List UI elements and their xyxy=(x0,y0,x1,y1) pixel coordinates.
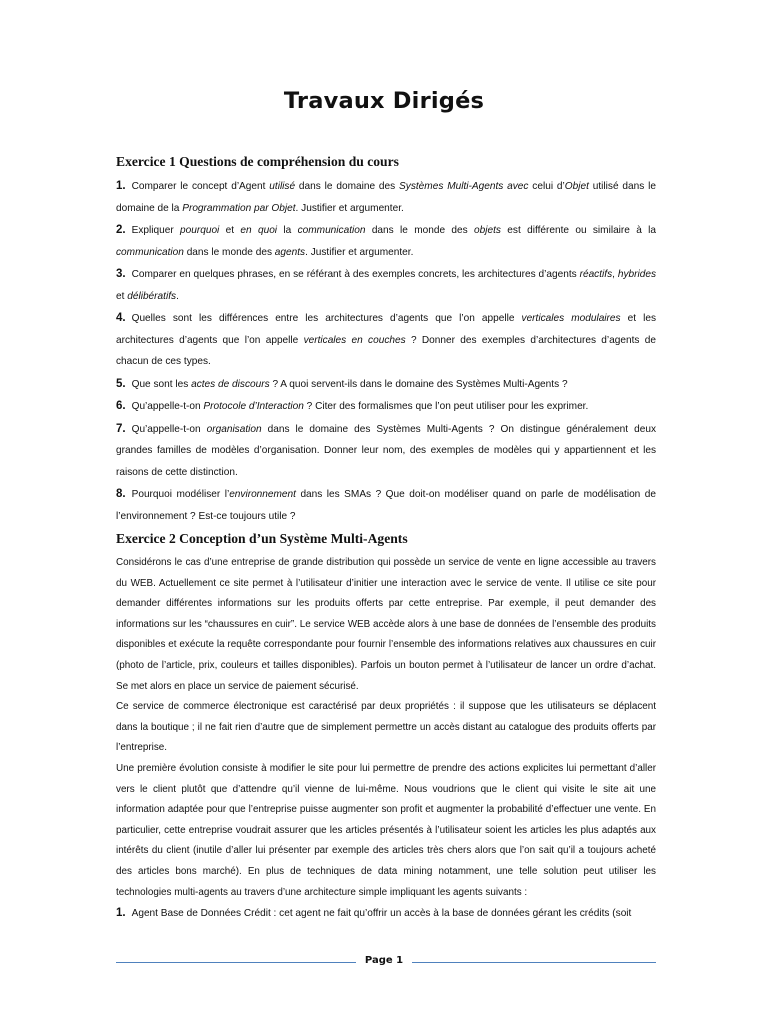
question-text: Que sont les xyxy=(131,378,192,390)
question-text: Expliquer xyxy=(131,225,181,236)
page-content xyxy=(116,152,656,925)
question-text: et xyxy=(219,225,241,236)
question-emphasis: en quoi xyxy=(240,225,278,236)
question-emphasis: Objet xyxy=(564,181,589,192)
question-text: . Justifier et argumenter. xyxy=(295,202,404,214)
question-emphasis: communication xyxy=(116,246,184,258)
question-emphasis: communication xyxy=(297,225,366,236)
question-emphasis: Systèmes Multi-Agents avec xyxy=(399,181,529,192)
question-number: 8. xyxy=(116,488,126,500)
question-number: 4. xyxy=(116,312,126,324)
question-emphasis: environnement xyxy=(229,489,296,500)
question-number: 5. xyxy=(116,377,126,390)
question-text: dans le monde des xyxy=(183,246,275,258)
question-emphasis: délibératifs xyxy=(127,290,177,302)
question-number: 3. xyxy=(116,268,126,280)
question-text: dans le domaine des Systèmes Multi-Agents ? On distingue généralement deux grandes familles de modèles d’organisation. Donner leur nom, des exemples de modèles qui y appartiennent et les raisons de cette distinction. xyxy=(116,423,656,478)
question-emphasis: objets xyxy=(474,225,501,236)
page-number: Page 1 xyxy=(364,955,404,966)
question-text: . Justifier et argumenter. xyxy=(305,246,414,258)
question-emphasis: pourquoi xyxy=(180,225,220,236)
question-item xyxy=(116,374,656,396)
question-item xyxy=(116,264,656,307)
question-text: ? A quoi servent-ils dans le domaine des Systèmes Multi-Agents ? xyxy=(269,378,568,390)
question-number: 2. xyxy=(116,224,126,236)
footer-rule-right xyxy=(412,962,656,963)
question-text: Pourquoi modéliser l’ xyxy=(131,489,230,500)
question-text: la xyxy=(277,225,298,236)
question-emphasis: Protocole d’Interaction xyxy=(203,401,304,412)
question-text: et les architectures d’agents que l’on appelle xyxy=(116,313,656,346)
question-text: . xyxy=(176,290,179,302)
question-text: dans le monde des xyxy=(365,225,475,236)
question-number: 7. xyxy=(116,422,126,435)
question-emphasis: Programmation par Objet xyxy=(182,202,296,214)
page-title: Travaux Dirigés xyxy=(283,88,485,114)
question-emphasis: réactifs xyxy=(579,269,613,280)
item-text: Agent Base de Données Crédit : cet agent ne fait qu’offrir un accès à la base de données gérant les crédits (soit xyxy=(131,908,632,920)
question-emphasis: organisation xyxy=(206,423,262,435)
page-footer xyxy=(116,952,656,974)
item-number: 1. xyxy=(116,907,126,920)
question-text: est différente ou similaire à la xyxy=(500,225,657,236)
question-item xyxy=(116,396,656,418)
question-number: 1. xyxy=(116,180,126,192)
question-text: , xyxy=(612,269,618,280)
question-number: 6. xyxy=(116,400,126,412)
exercise-1-questions xyxy=(116,176,656,527)
exercise-2-paragraph: Considérons le cas d’une entreprise de grande distribution qui possède un service de vente en ligne accessible au travers du WEB. Actuellement ce site permet à l’utilisateur d’initier une interaction avec le service de vente. Il utilise ce site pour demander différentes informations sur les produits offerts par cette entreprise. Par exemple, il peut demander des informations sur les “chaussures en cuir”. Le service WEB accède alors à une base de données de l’ensemble des produits disponibles et exécute la requête correspondante pour fournir l’ensemble des informations relatives aux chaussures en cuir (photo de l’article, prix, couleurs et tailles disponibles). Parfois un bouton permet à l’utilisateur de lancer un ordre d’achat. Se met alors en place un service de paiement sécurisé. xyxy=(116,557,656,692)
exercise-2-paragraph: Une première évolution consiste à modifier le site pour lui permettre de prendre des actions explicites lui permettant d’aller vers le client plutôt que d’attendre qu’il vienne de lui-même. Nous voudrions que le client qui visite le site ait une information adaptée pour que l’entreprise puisse augmenter son profit et augmenter la probabilité d’effectuer une vente. En particulier, cette entreprise voudrait assurer que les articles présentés à l’utilisateur soient les articles les plus adaptés aux intérêts du client (inutile d’aller lui présenter par exemple des articles très chers alors que l’on sait qu’il a toujours acheté des articles bons marché). En plus de techniques de data mining notamment, une telle solution peut utiliser les technologies multi-agents au travers d’une architecture simple impliquant les agents suivants : xyxy=(116,762,656,898)
question-item xyxy=(116,220,656,263)
question-emphasis: actes de discours xyxy=(191,378,270,390)
exercise-2-item xyxy=(116,903,656,925)
question-item xyxy=(116,419,656,484)
question-item xyxy=(116,484,656,527)
question-emphasis: hybrides xyxy=(617,269,657,280)
question-text: ? Citer des formalismes que l’on peut utiliser pour les exprimer. xyxy=(303,401,589,412)
question-text: dans les SMAs ? Que doit-on modéliser quand on parle de modélisation de l’environnement ? Est-ce toujours utile ? xyxy=(116,489,656,522)
question-item xyxy=(116,176,656,219)
question-emphasis: agents xyxy=(274,246,306,258)
question-text: ? Donner des exemples d’architectures d’agents de chacun de ces types. xyxy=(116,334,656,367)
question-emphasis: verticales modulaires xyxy=(521,313,621,324)
question-text: Comparer le concept d’Agent xyxy=(131,181,270,192)
question-text: utilisé dans le domaine de la xyxy=(116,181,656,214)
exercise-1-heading: Exercice 1 Questions de compréhension du cours xyxy=(116,154,399,169)
question-emphasis: utilisé xyxy=(269,181,296,192)
question-item xyxy=(116,308,656,373)
question-text: Qu’appelle-t-on xyxy=(131,423,207,435)
question-text: Comparer en quelques phrases, en se référant à des exemples concrets, les architectures d’agents xyxy=(131,269,580,280)
exercise-2-paragraph: Ce service de commerce électronique est caractérisé par deux propriétés : il suppose que les utilisateurs se déplacent dans la boutique ; il ne fait rien d’autre que de simplement permettre un accès distant au catalogue des produits offerts par l’entreprise. xyxy=(116,701,656,754)
question-emphasis: verticales en couches xyxy=(303,334,406,346)
question-text: Qu’appelle-t-on xyxy=(131,401,204,412)
question-text: dans le domaine des xyxy=(295,181,400,192)
exercise-2-heading: Exercice 2 Conception d’un Système Multi-Agents xyxy=(116,531,408,546)
question-text: Quelles sont les différences entre les architectures d’agents que l’on appelle xyxy=(131,313,522,324)
question-text: et xyxy=(116,290,128,302)
question-text: celui d’ xyxy=(528,181,565,192)
footer-rule-left xyxy=(116,962,356,963)
